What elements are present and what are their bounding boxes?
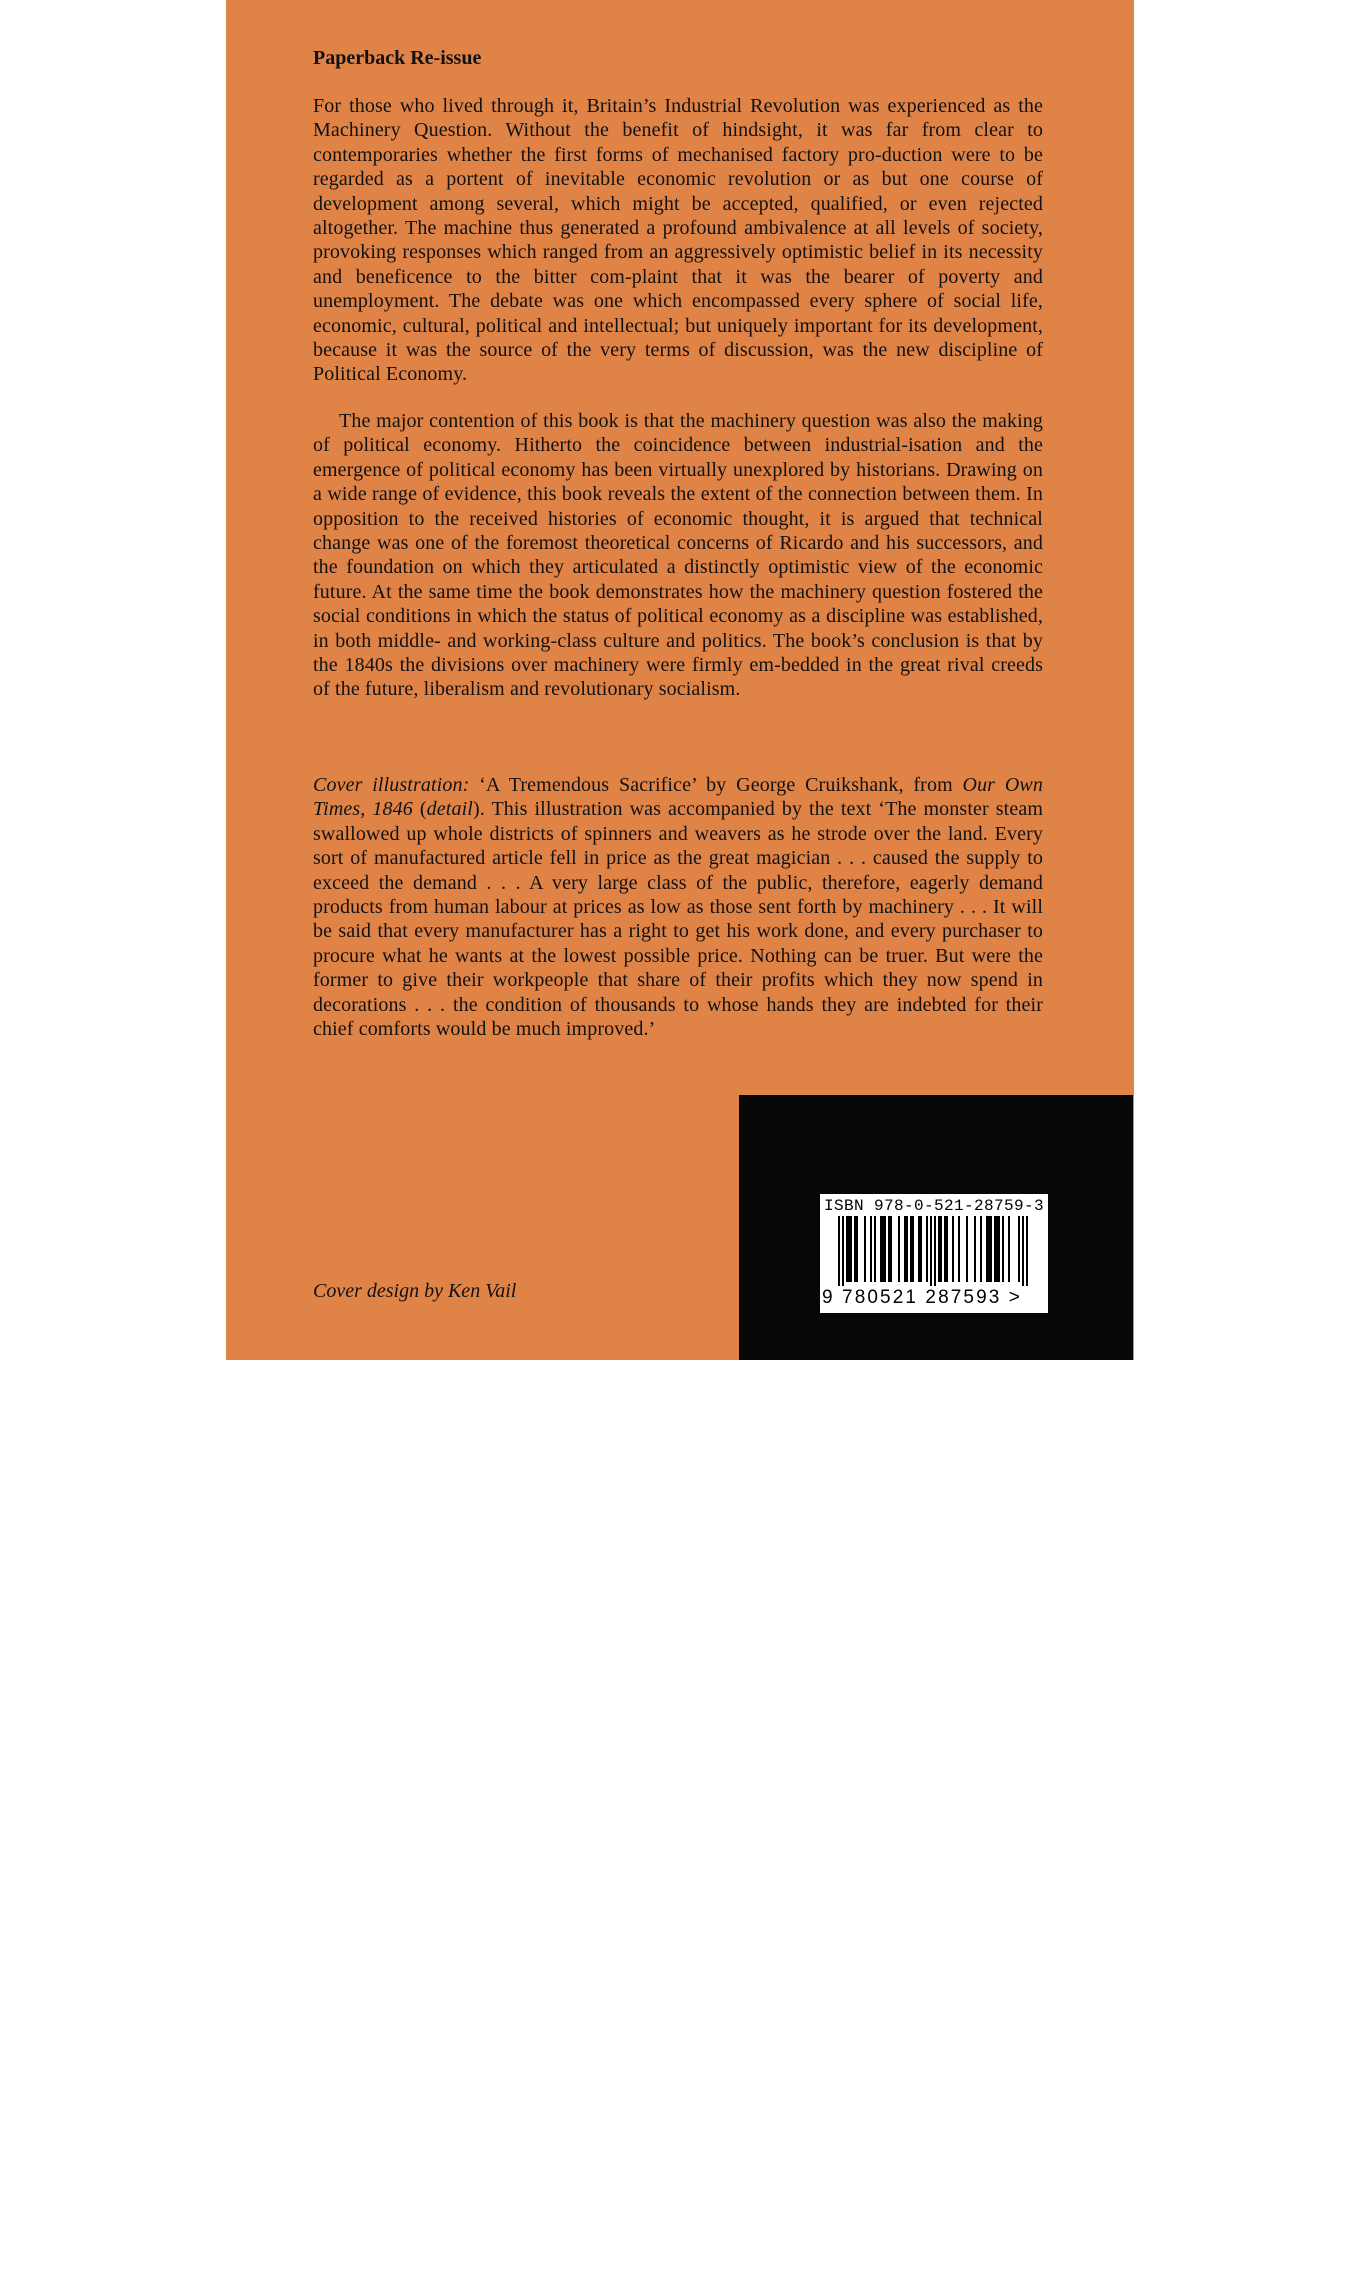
cover-illustration-caption — [313, 773, 1043, 1041]
barcode-panel — [820, 1194, 1048, 1313]
barcode-bar — [884, 1216, 886, 1282]
barcode-bar — [906, 1216, 908, 1282]
caption-text-3: ). This illustration was accompanied by the text ‘The monster steam swallowed up whole districts of spinners and weavers as he strode over the land. Every sort of manufactured article fell in price as the great magician . . . caused the supply to exceed the demand . . . A very large class of the public, therefore, eagerly demand products from human labour at prices as low as those sent forth by machinery . . . It will be said that every manufacturer has a right to get his work done, and every purchaser to procure what he wants at the lowest possible price. Nothing can be truer. But were the former to give their workpeople that share of their profits which they now spend in decorations . . . the condition of thousands to whose hands they are indebted for their chief comforts would be much improved.’ — [313, 798, 1044, 1041]
publisher-url: www.cambridge.org — [824, 2260, 977, 2277]
barcode-bar — [864, 1216, 866, 1282]
barcode-bar — [880, 1216, 882, 1282]
barcode-bar — [854, 1216, 856, 1282]
barcode-bar — [990, 1216, 992, 1282]
barcode-bar — [920, 1216, 922, 1282]
barcode-bar — [988, 1216, 990, 1282]
barcode-bar — [850, 1216, 852, 1282]
barcode-bar — [998, 1216, 1000, 1282]
barcode-bar — [882, 1216, 884, 1282]
barcode-bar — [974, 1216, 976, 1282]
barcode-bar — [838, 1216, 840, 1286]
caption-source-title: Our Own Times, 1846 — [313, 774, 1043, 821]
barcode-bar — [890, 1216, 892, 1282]
barcode-bar — [1008, 1216, 1010, 1282]
barcode-icon — [824, 1216, 1044, 1286]
barcode-bar — [846, 1216, 848, 1282]
barcode-bar — [888, 1216, 890, 1282]
barcode-bar — [874, 1216, 876, 1282]
barcode-bar — [934, 1216, 936, 1286]
barcode-bar — [980, 1216, 982, 1282]
barcode-bar — [898, 1216, 900, 1282]
barcode-bar — [926, 1216, 928, 1282]
barcode-bar — [848, 1216, 850, 1282]
barcode-bar — [946, 1216, 948, 1282]
barcode-bar — [912, 1216, 914, 1282]
caption-detail: detail — [426, 798, 473, 821]
barcode-bar — [940, 1216, 942, 1282]
barcode-bar — [944, 1216, 946, 1282]
description-paragraph-1: For those who lived through it, Britain’s Industrial Revolution was experienced as the Machinery Question. Without the benefit of hindsight, it was far from clear to contemporaries whether the first forms of mechanised factory pro-duction were to be regarded as a portent of inevitable economic revolution or as but one course of development among several, which might be accepted, qualified, or even rejected altogether. The machine thus generated a profound ambivalence at all levels of society, provoking responses which ranged from an aggressively optimistic belief in its necessity and beneficence to the bitter com-plaint that it was the bearer of poverty and unemployment. The debate was one which encompassed every sphere of social life, economic, cultural, political and intellectual; but uniquely important for its development, because it was the source of the very terms of discussion, was the new discipline of Political Economy. — [313, 95, 1043, 386]
barcode-bar — [938, 1216, 940, 1282]
barcode-bar — [918, 1216, 920, 1282]
barcode-bar — [1026, 1216, 1028, 1286]
barcode-bar — [966, 1216, 968, 1282]
reissue-heading: Paperback Re-issue — [313, 47, 482, 69]
publisher-name: CAMBRIDGE — [824, 2200, 1026, 2235]
description-paragraph-2: The major contention of this book is that the machinery question was also the making of political economy. Hitherto the coincidence between industrial-isation and the emergence of political economy has been virtually unexplored by historians. Drawing on a wide range of evidence, this book reveals the extent of the connection between them. In opposition to the received histories of economic thought, it is argued that technical change was one of the foremost theoretical concerns of Ricardo and his successors, and the foundation on which they articulated a distinctly optimistic view of the economic future. At the same time the book demonstrates how the machinery question fostered the social conditions in which the status of political economy as a discipline was established, in both middle- and working-class culture and politics. The book’s conclusion is that by the 1840s the divisions over machinery were firmly em-bedded in the great rival creeds of the future, liberalism and revolutionary socialism. — [313, 410, 1043, 701]
publisher-subtitle: UNIVERSITY PRESS — [824, 2235, 1031, 2257]
barcode-bar — [1002, 1216, 1004, 1282]
barcode-bar — [952, 1216, 954, 1282]
caption-text-2: ( — [412, 798, 427, 821]
barcode-digits: 9 780521 287593 > — [822, 1287, 1023, 1308]
barcode-bar — [986, 1216, 988, 1282]
barcode-bar — [996, 1216, 998, 1282]
caption-text-1: ‘A Tremendous Sacrifice’ by George Cruikshank, from — [469, 774, 963, 796]
barcode-bar — [1018, 1216, 1020, 1282]
barcode-bar — [904, 1216, 906, 1282]
barcode-bar — [870, 1216, 872, 1282]
barcode-bar — [994, 1216, 996, 1282]
barcode-bar — [842, 1216, 844, 1286]
barcode-bar — [910, 1216, 912, 1282]
barcode-bar — [856, 1216, 858, 1282]
barcode-bar — [1022, 1216, 1024, 1286]
barcode-bar — [958, 1216, 960, 1282]
cover-design-credit: Cover design by Ken Vail — [313, 1280, 517, 1302]
caption-label: Cover illustration: — [313, 774, 470, 796]
barcode-bar — [930, 1216, 932, 1286]
isbn-label: ISBN 978-0-521-28759-3 — [824, 1197, 1045, 1215]
